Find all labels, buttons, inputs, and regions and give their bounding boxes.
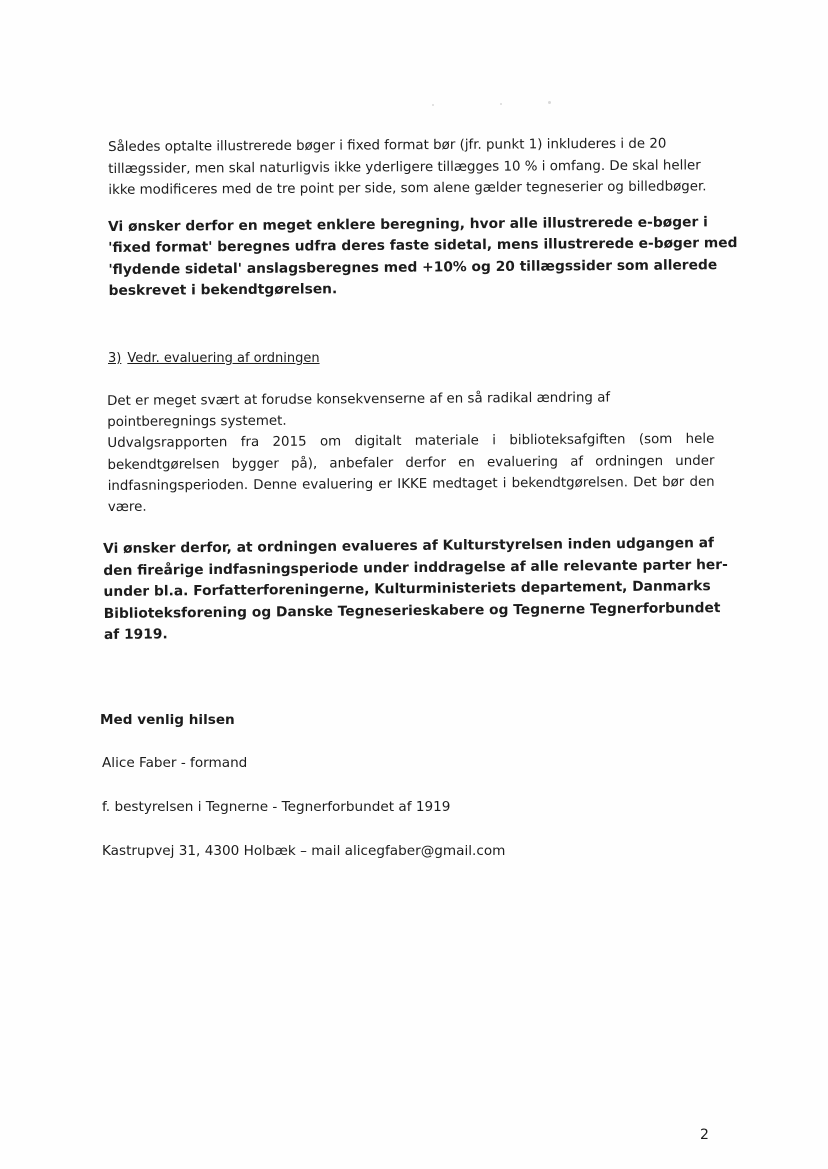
- signature-name: Alice Faber - formand: [102, 755, 248, 771]
- paragraph-line: 'flydende sidetal' anslagsberegnes med +10% og 20 tillægssider som allerede: [108, 256, 718, 278]
- paragraph-request-calculation: [108, 212, 738, 302]
- paragraph-line: Det er meget svært at forudse konsekvenserne af en så radikal ændring af: [107, 390, 611, 409]
- page-number: 2: [700, 1127, 709, 1143]
- closing-greeting: Med venlig hilsen: [100, 712, 235, 728]
- paragraph-line: Således optalte illustrerede bøger i fixed format bør (jfr. punkt 1) inkluderes i de 20: [108, 136, 667, 155]
- paragraph-fixed-format: [108, 133, 718, 201]
- paragraph-line: Vi ønsker derfor en meget enklere beregning, hvor alle illustrerede e-bøger i: [108, 214, 708, 235]
- paragraph-line: være.: [107, 499, 147, 516]
- paragraph-line: Udvalgsrapporten fra 2015 om digitalt materiale i biblioteksafgiften (som hele: [107, 432, 715, 452]
- scan-speck: [548, 101, 551, 104]
- paragraph-line: af 1919.: [103, 626, 168, 643]
- scan-speck: [500, 103, 502, 105]
- scan-speck: [432, 104, 434, 106]
- paragraph-line: den fireårige indfasningsperiode under inddragelse af alle relevante parter her-: [103, 556, 728, 579]
- paragraph-line: indfasningsperioden. Denne evaluering er IKKE medtaget i bekendtgørelsen. Det bør den: [107, 474, 715, 494]
- paragraph-line: 'fixed format' beregnes udfra deres faste sidetal, mens illustrerede e-bøger med: [108, 235, 738, 257]
- paragraph-line: bekendtgørelsen bygger på), anbefaler derfor en evaluering af ordningen under: [107, 453, 715, 473]
- section-heading: [108, 348, 320, 370]
- paragraph-line: tillægssider, men skal naturligvis ikke yderligere tillægges 10 % i omfang. De skal heller: [108, 157, 701, 177]
- signature-role: f. bestyrelsen i Tegnerne - Tegnerforbundet af 1919: [102, 799, 451, 815]
- paragraph-evaluation: [107, 387, 715, 518]
- paragraph-line: ikke modificeres med de tre point per side, som alene gælder tegneserier og billedbøger.: [108, 179, 707, 198]
- paragraph-line: under bl.a. Forfatterforeningerne, Kulturministeriets departement, Danmarks: [103, 578, 711, 600]
- paragraph-line: Vi ønsker derfor, at ordningen evalueres af Kulturstyrelsen inden udgangen af: [103, 535, 715, 557]
- signature-address: Kastrupvej 31, 4300 Holbæk – mail alicegfaber@gmail.com: [102, 843, 506, 859]
- section-title: Vedr. evaluering af ordningen: [127, 351, 320, 366]
- paragraph-line: pointberegnings systemet.: [107, 413, 287, 431]
- paragraph-line: Biblioteksforening og Danske Tegneserieskabere og Tegnerne Tegnerforbundet: [103, 599, 721, 622]
- section-number: 3): [108, 351, 122, 366]
- paragraph-request-evaluation: [103, 533, 728, 646]
- paragraph-line: beskrevet i bekendtgørelsen.: [108, 281, 338, 299]
